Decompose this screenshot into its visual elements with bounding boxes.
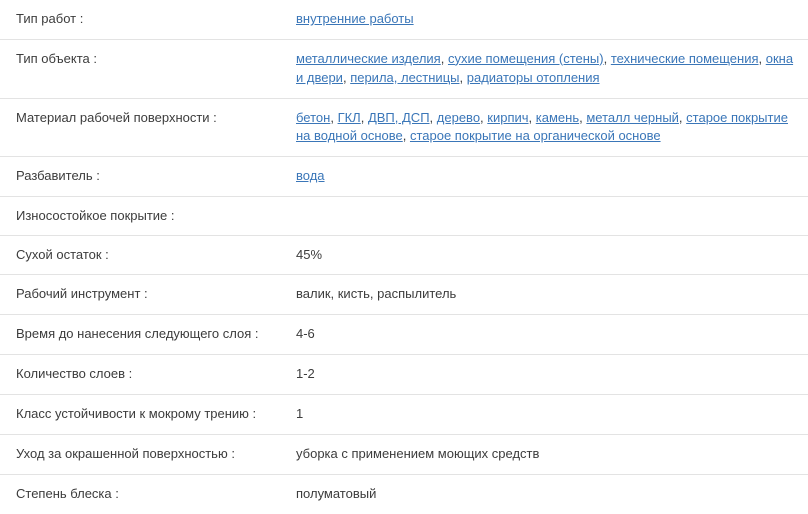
spec-row xyxy=(0,394,808,434)
spec-row-label: Разбавитель : xyxy=(16,168,100,184)
spec-value-link[interactable]: перила, лестницы xyxy=(350,69,460,85)
spec-value-link[interactable]: радиаторы отопления xyxy=(466,69,600,85)
spec-value-link[interactable]: технические помещения xyxy=(610,50,759,66)
spec-row-label: Количество слоев : xyxy=(16,366,133,382)
spec-row-value xyxy=(296,394,808,434)
list-separator: , xyxy=(459,69,467,85)
spec-row-label: Тип объекта : xyxy=(16,50,97,66)
spec-row xyxy=(0,235,808,275)
spec-row-label: Время до нанесения следующего слоя : xyxy=(16,326,259,342)
list-separator: , xyxy=(528,109,536,125)
spec-row-value xyxy=(296,157,808,197)
spec-value-text: 1 xyxy=(296,405,304,421)
spec-value-link[interactable]: вода xyxy=(296,168,325,184)
spec-value-link[interactable]: ДВП, ДСП xyxy=(367,109,430,125)
list-separator: , xyxy=(579,109,587,125)
list-separator: , xyxy=(360,109,368,125)
spec-row-value xyxy=(296,39,808,98)
list-separator: , xyxy=(603,50,611,66)
spec-row-value xyxy=(296,98,808,157)
spec-value-link[interactable]: внутренние работы xyxy=(296,11,414,26)
list-separator: , xyxy=(758,50,766,66)
spec-row xyxy=(0,197,808,236)
spec-row-label: Сухой остаток : xyxy=(16,246,109,262)
spec-row xyxy=(0,98,808,157)
list-separator: , xyxy=(440,50,448,66)
list-separator: , xyxy=(480,109,488,125)
spec-value-text: полуматовый xyxy=(296,485,377,501)
spec-value-text: уборка с применением моющих средств xyxy=(296,445,540,461)
spec-row-value xyxy=(296,235,808,275)
spec-value-link[interactable]: металл черный xyxy=(586,109,679,125)
spec-value-text: валик, кисть, распылитель xyxy=(296,286,457,302)
spec-row-value xyxy=(296,474,808,513)
spec-value-text: 4-6 xyxy=(296,326,315,342)
spec-row xyxy=(0,434,808,474)
spec-value-link[interactable]: металлические изделия xyxy=(296,50,441,66)
spec-row-value xyxy=(296,0,808,39)
spec-row-value xyxy=(296,355,808,395)
spec-row xyxy=(0,315,808,355)
spec-value-link[interactable]: камень xyxy=(535,109,580,125)
spec-value-text: 1-2 xyxy=(296,366,315,382)
spec-row-value xyxy=(296,197,808,236)
spec-row-value xyxy=(296,275,808,315)
spec-row xyxy=(0,275,808,315)
list-separator: , xyxy=(330,109,338,125)
list-separator: , xyxy=(429,109,437,125)
spec-value-link[interactable]: кирпич xyxy=(487,109,529,125)
spec-row-label: Тип работ : xyxy=(16,11,84,26)
spec-row xyxy=(0,474,808,513)
spec-row-value xyxy=(296,434,808,474)
list-separator: , xyxy=(402,128,410,144)
spec-value-link[interactable]: ГКЛ xyxy=(337,109,361,125)
spec-value-link[interactable]: окна и двери xyxy=(296,50,794,85)
spec-row xyxy=(0,0,808,39)
spec-value-link[interactable]: дерево xyxy=(436,109,481,125)
spec-row-label: Уход за окрашенной поверхностью : xyxy=(16,445,235,461)
list-separator: , xyxy=(342,69,351,85)
spec-row-label: Степень блеска : xyxy=(16,485,119,501)
list-separator: , xyxy=(678,109,687,125)
spec-row-label: Износостойкое покрытие : xyxy=(16,208,175,224)
spec-row-label: Материал рабочей поверхности : xyxy=(16,109,217,125)
spec-value-link[interactable]: старое покрытие на органической основе xyxy=(409,128,661,144)
spec-row xyxy=(0,355,808,395)
spec-value-link[interactable]: сухие помещения (стены) xyxy=(447,50,604,66)
spec-value-link[interactable]: старое покрытие на водной основе xyxy=(296,109,788,144)
spec-row-label: Рабочий инструмент : xyxy=(16,286,148,302)
spec-row-value xyxy=(296,315,808,355)
spec-value-link[interactable]: бетон xyxy=(296,109,331,125)
spec-value-text: 45% xyxy=(296,246,323,262)
spec-row xyxy=(0,157,808,197)
spec-row xyxy=(0,39,808,98)
spec-row-label: Класс устойчивости к мокрому трению : xyxy=(16,405,257,421)
